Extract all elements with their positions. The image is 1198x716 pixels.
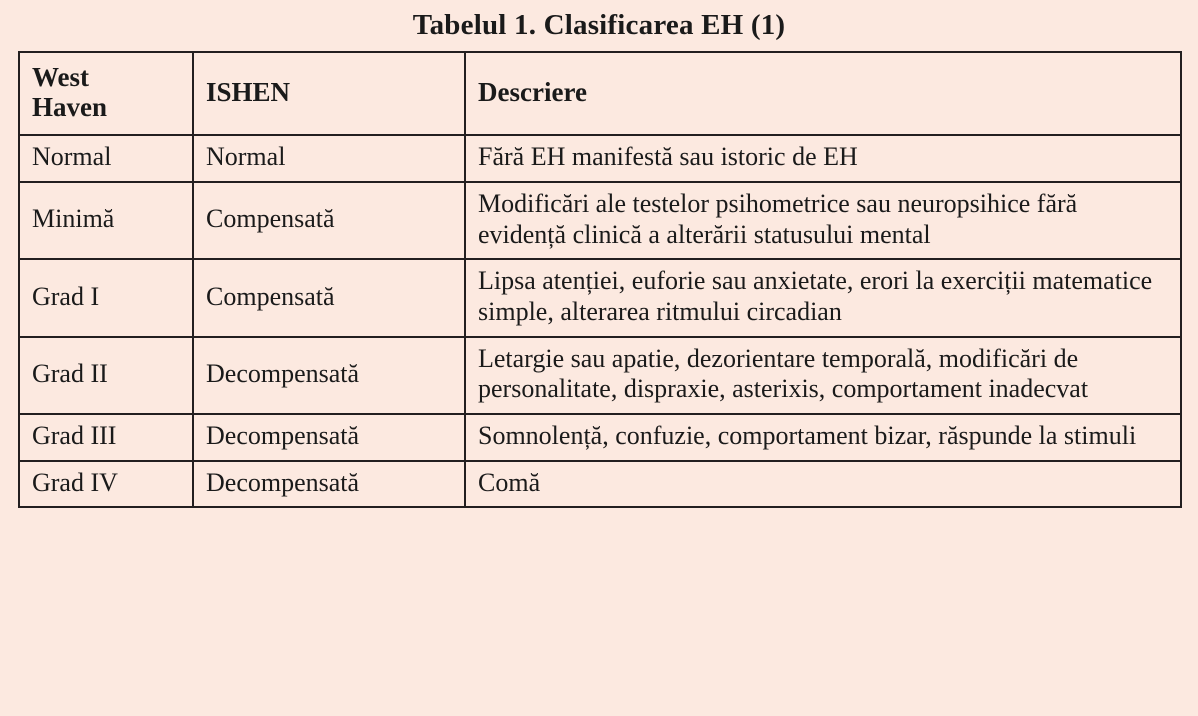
- cell-ishen: Decompensată: [193, 337, 465, 414]
- cell-ishen: Compensată: [193, 259, 465, 336]
- cell-descriere: Letargie sau apatie, dezorientare temporală, modificări de personalitate, dispraxie, asterixis, comportament inadecvat: [465, 337, 1181, 414]
- column-header-west-haven: [19, 52, 193, 135]
- classification-table: [18, 51, 1182, 508]
- column-header-descriere: Descriere: [465, 52, 1181, 135]
- cell-west-haven: Grad III: [19, 414, 193, 461]
- column-header-ishen: ISHEN: [193, 52, 465, 135]
- cell-descriere: Lipsa atenției, euforie sau anxietate, erori la exerciții matematice simple, alterarea ritmului circadian: [465, 259, 1181, 336]
- cell-west-haven: Minimă: [19, 182, 193, 259]
- cell-descriere: Modificări ale testelor psihometrice sau neuropsihice fără evidență clinică a alterării statusului mental: [465, 182, 1181, 259]
- cell-ishen: Normal: [193, 135, 465, 182]
- table-row: [19, 461, 1181, 508]
- cell-ishen: Decompensată: [193, 414, 465, 461]
- column-header-west-haven-line1: West: [32, 61, 89, 92]
- table-row: [19, 414, 1181, 461]
- cell-descriere: Somnolență, confuzie, comportament bizar, răspunde la stimuli: [465, 414, 1181, 461]
- cell-west-haven: Grad I: [19, 259, 193, 336]
- page-title: Tabelul 1. Clasificarea EH (1): [412, 9, 786, 41]
- table-row: [19, 337, 1181, 414]
- cell-west-haven: Normal: [19, 135, 193, 182]
- cell-descriere: Comă: [465, 461, 1181, 508]
- cell-ishen: Compensată: [193, 182, 465, 259]
- cell-descriere: Fără EH manifestă sau istoric de EH: [465, 135, 1181, 182]
- table-header: [19, 52, 1181, 135]
- cell-west-haven: Grad II: [19, 337, 193, 414]
- cell-west-haven: Grad IV: [19, 461, 193, 508]
- column-header-west-haven-line2: Haven: [32, 91, 108, 122]
- table-row: [19, 182, 1181, 259]
- cell-ishen: Decompensată: [193, 461, 465, 508]
- table-row: [19, 135, 1181, 182]
- table-row: [19, 259, 1181, 336]
- table-body: [19, 135, 1181, 507]
- table-header-row: [19, 52, 1181, 135]
